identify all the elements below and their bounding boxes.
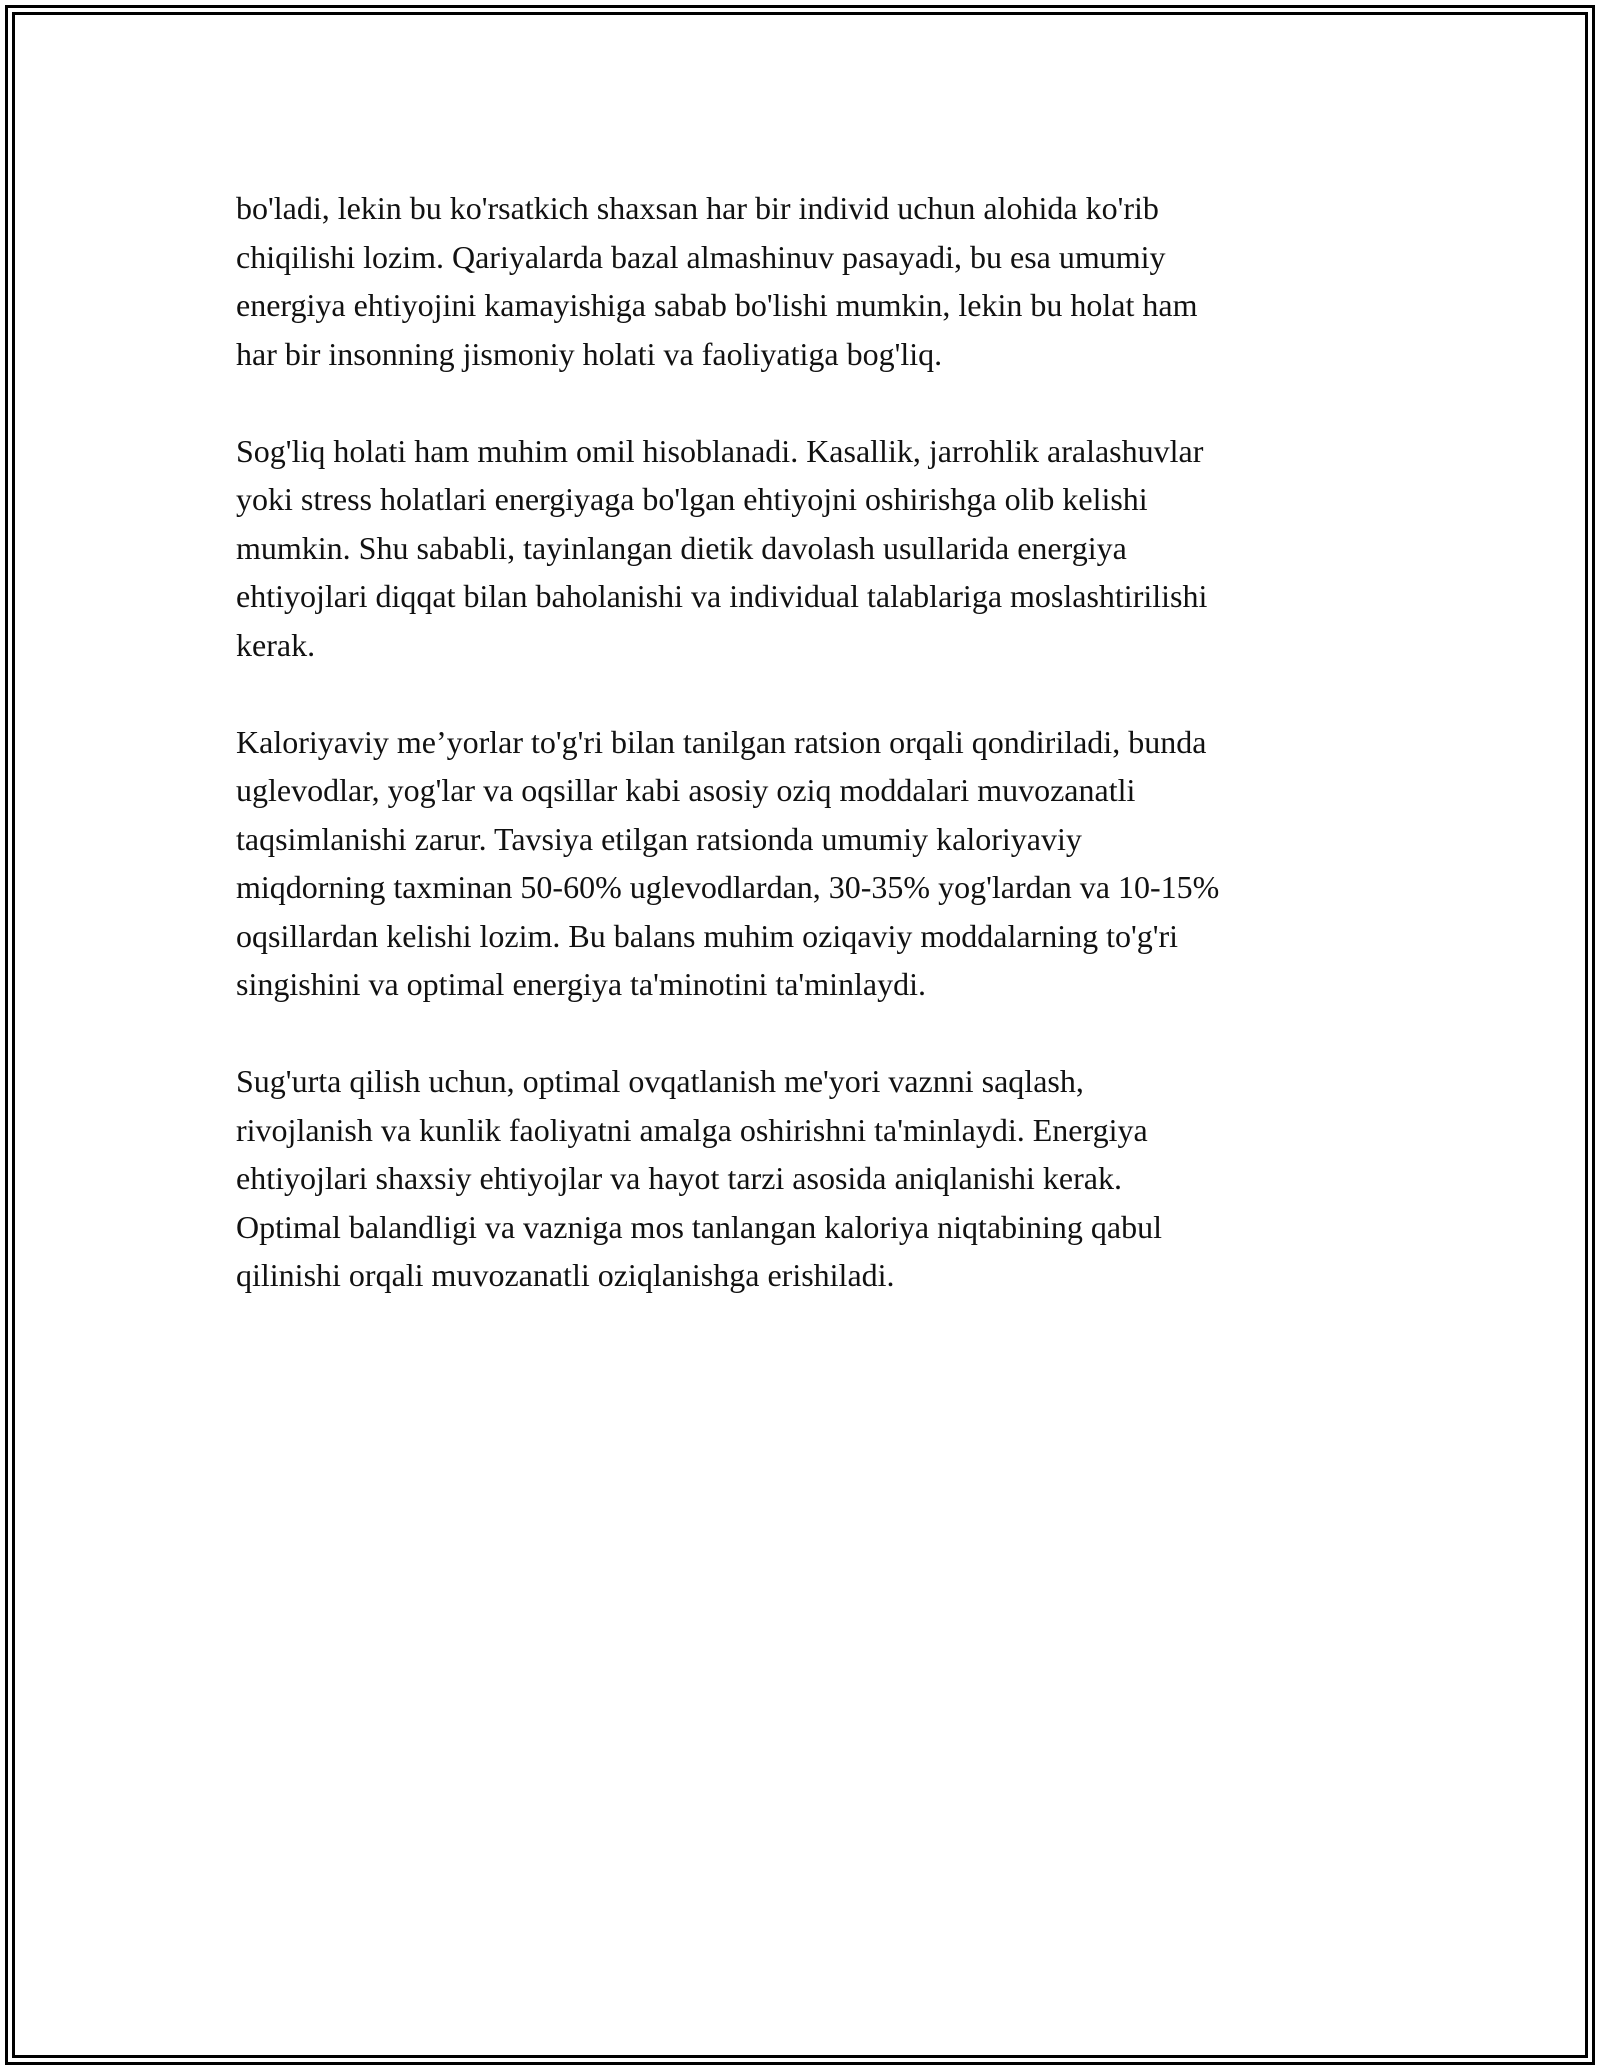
document-body (236, 184, 1376, 1348)
text-line: bo'ladi, lekin bu ko'rsatkich shaxsan har bir individ uchun alohida ko'rib (236, 190, 1159, 226)
text-line: Sug'urta qilish uchun, optimal ovqatlanish me'yori vaznni saqlash, (236, 1063, 1084, 1099)
text-line: oqsillardan kelishi lozim. Bu balans muhim oziqaviy moddalarning to'g'ri (236, 917, 1179, 954)
text-line: ehtiyojlari shaxsiy ehtiyojlar va hayot tarzi asosida aniqlanishi kerak. (236, 1160, 1122, 1196)
text-line: Optimal balandligi va vazniga mos tanlangan kaloriya niqtabining qabul (236, 1208, 1162, 1245)
text-line: singishini va optimal energiya ta'minotini ta'minlaydi. (236, 966, 926, 1002)
text-line: miqdorning taxminan 50-60% uglevodlardan, 30-35% yog'lardan va 10-15% (236, 869, 1220, 905)
text-line: mumkin. Shu sababli, tayinlangan dietik davolash usullarida energiya (236, 529, 1127, 566)
text-line: uglevodlar, yog'lar va oqsillar kabi asosiy oziq moddalari muvozanatli (236, 772, 1136, 808)
paragraph (236, 427, 1376, 670)
text-line: rivojlanish va kunlik faoliyatni amalga oshirishni ta'minlaydi. Energiya (236, 1111, 1148, 1148)
text-line: har bir insonning jismoniy holati va faoliyatiga bog'liq. (236, 335, 943, 372)
paragraph (236, 1057, 1376, 1300)
paragraph (236, 184, 1376, 378)
text-line: kerak. (236, 626, 316, 663)
text-line: yoki stress holatlari energiyaga bo'lgan ehtiyojni oshirishga olib kelishi (236, 481, 1148, 517)
text-line: qilinishi orqali muvozanatli oziqlanishga erishiladi. (236, 1257, 895, 1293)
text-line: Sog'liq holati ham muhim omil hisoblanadi. Kasallik, jarrohlik aralashuvlar (236, 432, 1204, 469)
text-line: ehtiyojlari diqqat bilan baholanishi va individual talablariga moslashtirilishi (236, 578, 1208, 614)
text-line: chiqilishi lozim. Qariyalarda bazal almashinuv pasayadi, bu esa umumiy (236, 238, 1166, 275)
text-line: taqsimlanishi zarur. Tavsiya etilgan ratsionda umumiy kaloriyaviy (236, 820, 1082, 857)
paragraph (236, 718, 1376, 1009)
text-line: Kaloriyaviy me’yorlar to'g'ri bilan tanilgan ratsion orqali qondiriladi, bunda (236, 723, 1207, 760)
text-line: energiya ehtiyojini kamayishiga sabab bo'lishi mumkin, lekin bu holat ham (236, 287, 1198, 323)
